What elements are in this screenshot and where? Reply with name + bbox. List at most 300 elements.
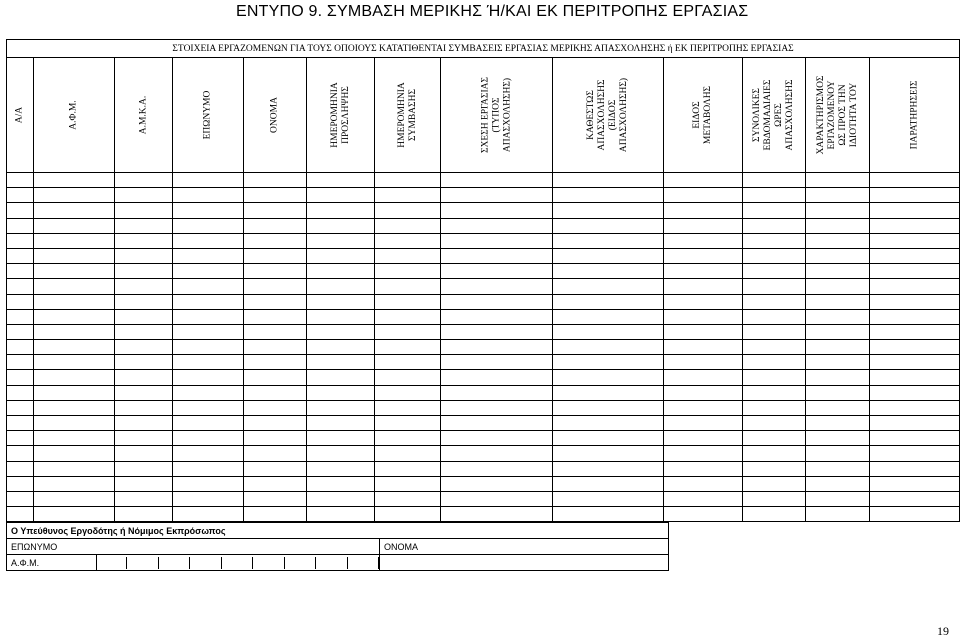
table-cell[interactable] (441, 324, 553, 339)
table-cell[interactable] (806, 248, 870, 263)
table-cell[interactable] (244, 264, 307, 279)
table-cell[interactable] (806, 446, 870, 461)
table-cell[interactable] (7, 400, 34, 415)
table-cell[interactable] (553, 370, 664, 385)
table-cell[interactable] (375, 324, 441, 339)
afm-digit-box[interactable] (190, 557, 221, 569)
table-cell[interactable] (441, 248, 553, 263)
table-cell[interactable] (375, 264, 441, 279)
table-cell[interactable] (441, 264, 553, 279)
table-cell[interactable] (553, 324, 664, 339)
table-cell[interactable] (244, 400, 307, 415)
table-cell[interactable] (307, 476, 375, 491)
table-cell[interactable] (553, 400, 664, 415)
table-cell[interactable] (244, 446, 307, 461)
table-cell[interactable] (173, 279, 244, 294)
table-cell[interactable] (441, 203, 553, 218)
table-cell[interactable] (7, 264, 34, 279)
table-cell[interactable] (664, 294, 743, 309)
table-cell[interactable] (34, 385, 115, 400)
table-cell[interactable] (664, 370, 743, 385)
table-cell[interactable] (34, 324, 115, 339)
table-cell[interactable] (553, 248, 664, 263)
table-cell[interactable] (441, 355, 553, 370)
table-cell[interactable] (553, 340, 664, 355)
table-cell[interactable] (244, 476, 307, 491)
table-cell[interactable] (441, 173, 553, 188)
table-cell[interactable] (870, 340, 960, 355)
table-cell[interactable] (664, 400, 743, 415)
table-cell[interactable] (34, 188, 115, 203)
table-cell[interactable] (115, 385, 173, 400)
table-cell[interactable] (664, 218, 743, 233)
table-cell[interactable] (244, 355, 307, 370)
table-cell[interactable] (743, 370, 806, 385)
table-cell[interactable] (244, 203, 307, 218)
table-cell[interactable] (173, 233, 244, 248)
table-cell[interactable] (806, 355, 870, 370)
table-cell[interactable] (115, 431, 173, 446)
table-cell[interactable] (173, 400, 244, 415)
table-cell[interactable] (7, 340, 34, 355)
table-cell[interactable] (173, 370, 244, 385)
table-cell[interactable] (870, 264, 960, 279)
table-cell[interactable] (375, 294, 441, 309)
table-cell[interactable] (743, 324, 806, 339)
table-cell[interactable] (244, 324, 307, 339)
table-cell[interactable] (115, 324, 173, 339)
table-cell[interactable] (870, 370, 960, 385)
table-cell[interactable] (806, 173, 870, 188)
table-cell[interactable] (244, 385, 307, 400)
table-cell[interactable] (375, 461, 441, 476)
table-cell[interactable] (441, 461, 553, 476)
table-cell[interactable] (244, 370, 307, 385)
table-cell[interactable] (743, 416, 806, 431)
table-cell[interactable] (441, 507, 553, 522)
table-cell[interactable] (870, 188, 960, 203)
table-cell[interactable] (307, 370, 375, 385)
table-cell[interactable] (244, 294, 307, 309)
table-cell[interactable] (743, 294, 806, 309)
table-cell[interactable] (173, 264, 244, 279)
table-cell[interactable] (34, 248, 115, 263)
table-cell[interactable] (7, 309, 34, 324)
table-cell[interactable] (870, 461, 960, 476)
table-cell[interactable] (115, 416, 173, 431)
table-cell[interactable] (870, 294, 960, 309)
table-cell[interactable] (115, 400, 173, 415)
table-cell[interactable] (7, 370, 34, 385)
table-cell[interactable] (244, 173, 307, 188)
table-cell[interactable] (115, 203, 173, 218)
table-cell[interactable] (806, 324, 870, 339)
table-cell[interactable] (244, 233, 307, 248)
table-cell[interactable] (115, 340, 173, 355)
afm-boxes-cell[interactable] (97, 555, 380, 571)
table-cell[interactable] (307, 218, 375, 233)
table-cell[interactable] (743, 446, 806, 461)
table-cell[interactable] (553, 294, 664, 309)
table-cell[interactable] (743, 491, 806, 506)
table-cell[interactable] (664, 233, 743, 248)
table-cell[interactable] (173, 416, 244, 431)
table-cell[interactable] (441, 400, 553, 415)
afm-digit-box[interactable] (316, 557, 347, 569)
table-cell[interactable] (375, 370, 441, 385)
table-cell[interactable] (664, 507, 743, 522)
afm-digit-box[interactable] (159, 557, 190, 569)
table-cell[interactable] (870, 279, 960, 294)
table-cell[interactable] (743, 507, 806, 522)
table-cell[interactable] (34, 491, 115, 506)
table-cell[interactable] (553, 507, 664, 522)
table-cell[interactable] (375, 218, 441, 233)
table-cell[interactable] (664, 279, 743, 294)
table-cell[interactable] (553, 355, 664, 370)
table-cell[interactable] (115, 264, 173, 279)
table-cell[interactable] (307, 491, 375, 506)
table-cell[interactable] (441, 431, 553, 446)
afm-digit-box[interactable] (348, 557, 379, 569)
table-cell[interactable] (115, 173, 173, 188)
table-cell[interactable] (307, 507, 375, 522)
afm-digit-box[interactable] (253, 557, 284, 569)
table-cell[interactable] (553, 233, 664, 248)
table-cell[interactable] (115, 507, 173, 522)
table-cell[interactable] (743, 173, 806, 188)
table-cell[interactable] (806, 340, 870, 355)
table-cell[interactable] (806, 461, 870, 476)
table-cell[interactable] (743, 340, 806, 355)
table-cell[interactable] (115, 446, 173, 461)
table-cell[interactable] (375, 279, 441, 294)
table-cell[interactable] (870, 491, 960, 506)
table-cell[interactable] (664, 491, 743, 506)
table-cell[interactable] (7, 476, 34, 491)
table-cell[interactable] (806, 218, 870, 233)
table-cell[interactable] (441, 385, 553, 400)
table-cell[interactable] (34, 370, 115, 385)
table-cell[interactable] (115, 355, 173, 370)
table-cell[interactable] (307, 188, 375, 203)
table-cell[interactable] (441, 309, 553, 324)
table-cell[interactable] (806, 385, 870, 400)
table-cell[interactable] (173, 173, 244, 188)
table-cell[interactable] (34, 355, 115, 370)
table-cell[interactable] (553, 279, 664, 294)
table-cell[interactable] (441, 294, 553, 309)
table-cell[interactable] (115, 461, 173, 476)
table-cell[interactable] (743, 476, 806, 491)
table-cell[interactable] (244, 416, 307, 431)
table-cell[interactable] (173, 248, 244, 263)
table-cell[interactable] (375, 491, 441, 506)
afm-digit-box[interactable] (285, 557, 316, 569)
table-cell[interactable] (870, 476, 960, 491)
table-cell[interactable] (34, 294, 115, 309)
table-cell[interactable] (375, 309, 441, 324)
table-cell[interactable] (441, 218, 553, 233)
table-cell[interactable] (870, 248, 960, 263)
table-cell[interactable] (375, 340, 441, 355)
table-cell[interactable] (664, 248, 743, 263)
table-cell[interactable] (375, 188, 441, 203)
table-cell[interactable] (244, 279, 307, 294)
table-cell[interactable] (870, 416, 960, 431)
table-cell[interactable] (441, 279, 553, 294)
table-cell[interactable] (34, 203, 115, 218)
table-cell[interactable] (34, 446, 115, 461)
afm-digit-boxes[interactable] (96, 557, 379, 569)
table-cell[interactable] (870, 431, 960, 446)
table-cell[interactable] (307, 233, 375, 248)
table-cell[interactable] (441, 416, 553, 431)
table-cell[interactable] (870, 203, 960, 218)
table-cell[interactable] (553, 431, 664, 446)
table-cell[interactable] (664, 476, 743, 491)
table-cell[interactable] (743, 188, 806, 203)
table-cell[interactable] (307, 385, 375, 400)
table-cell[interactable] (375, 248, 441, 263)
table-cell[interactable] (375, 203, 441, 218)
table-cell[interactable] (870, 218, 960, 233)
table-cell[interactable] (7, 203, 34, 218)
table-cell[interactable] (7, 294, 34, 309)
table-cell[interactable] (34, 264, 115, 279)
surname-field[interactable] (7, 539, 380, 555)
table-cell[interactable] (743, 400, 806, 415)
table-cell[interactable] (7, 173, 34, 188)
table-cell[interactable] (307, 248, 375, 263)
table-cell[interactable] (307, 294, 375, 309)
table-cell[interactable] (115, 294, 173, 309)
table-cell[interactable] (307, 431, 375, 446)
table-cell[interactable] (7, 507, 34, 522)
table-cell[interactable] (173, 431, 244, 446)
table-cell[interactable] (806, 294, 870, 309)
table-cell[interactable] (553, 385, 664, 400)
table-cell[interactable] (870, 385, 960, 400)
table-cell[interactable] (664, 188, 743, 203)
afm-digit-box[interactable] (222, 557, 253, 569)
table-cell[interactable] (244, 491, 307, 506)
table-cell[interactable] (173, 309, 244, 324)
table-cell[interactable] (34, 340, 115, 355)
table-cell[interactable] (115, 279, 173, 294)
table-cell[interactable] (441, 491, 553, 506)
table-cell[interactable] (173, 203, 244, 218)
table-cell[interactable] (7, 233, 34, 248)
table-cell[interactable] (806, 279, 870, 294)
table-cell[interactable] (7, 279, 34, 294)
table-cell[interactable] (115, 188, 173, 203)
table-cell[interactable] (115, 309, 173, 324)
table-cell[interactable] (173, 476, 244, 491)
table-cell[interactable] (34, 279, 115, 294)
table-cell[interactable] (7, 446, 34, 461)
table-cell[interactable] (307, 264, 375, 279)
table-cell[interactable] (743, 309, 806, 324)
table-cell[interactable] (7, 385, 34, 400)
table-cell[interactable] (244, 218, 307, 233)
table-cell[interactable] (307, 355, 375, 370)
table-cell[interactable] (34, 431, 115, 446)
table-cell[interactable] (553, 188, 664, 203)
table-cell[interactable] (553, 476, 664, 491)
table-cell[interactable] (375, 400, 441, 415)
table-cell[interactable] (173, 294, 244, 309)
table-cell[interactable] (806, 400, 870, 415)
table-cell[interactable] (244, 309, 307, 324)
table-cell[interactable] (115, 491, 173, 506)
table-cell[interactable] (870, 324, 960, 339)
table-cell[interactable] (7, 355, 34, 370)
table-cell[interactable] (375, 355, 441, 370)
table-cell[interactable] (806, 507, 870, 522)
table-cell[interactable] (34, 461, 115, 476)
table-cell[interactable] (806, 476, 870, 491)
table-cell[interactable] (664, 355, 743, 370)
table-cell[interactable] (375, 233, 441, 248)
table-cell[interactable] (441, 340, 553, 355)
table-cell[interactable] (173, 340, 244, 355)
table-cell[interactable] (664, 461, 743, 476)
table-cell[interactable] (115, 233, 173, 248)
table-cell[interactable] (375, 446, 441, 461)
table-cell[interactable] (806, 203, 870, 218)
table-cell[interactable] (244, 340, 307, 355)
table-cell[interactable] (7, 218, 34, 233)
table-cell[interactable] (553, 218, 664, 233)
table-cell[interactable] (34, 173, 115, 188)
table-cell[interactable] (375, 507, 441, 522)
table-cell[interactable] (664, 340, 743, 355)
table-cell[interactable] (664, 385, 743, 400)
table-cell[interactable] (553, 203, 664, 218)
table-cell[interactable] (244, 248, 307, 263)
afm-digit-box[interactable] (127, 557, 158, 569)
table-cell[interactable] (244, 461, 307, 476)
table-cell[interactable] (173, 446, 244, 461)
table-cell[interactable] (743, 461, 806, 476)
table-cell[interactable] (806, 416, 870, 431)
table-cell[interactable] (743, 385, 806, 400)
table-cell[interactable] (743, 264, 806, 279)
table-cell[interactable] (664, 264, 743, 279)
table-cell[interactable] (307, 324, 375, 339)
table-cell[interactable] (806, 491, 870, 506)
table-cell[interactable] (244, 188, 307, 203)
table-cell[interactable] (553, 309, 664, 324)
table-cell[interactable] (307, 400, 375, 415)
table-cell[interactable] (307, 461, 375, 476)
table-cell[interactable] (7, 416, 34, 431)
table-cell[interactable] (307, 173, 375, 188)
table-cell[interactable] (244, 431, 307, 446)
table-cell[interactable] (553, 461, 664, 476)
table-cell[interactable] (743, 279, 806, 294)
table-cell[interactable] (7, 324, 34, 339)
table-cell[interactable] (553, 173, 664, 188)
table-cell[interactable] (307, 279, 375, 294)
table-cell[interactable] (553, 416, 664, 431)
table-cell[interactable] (664, 446, 743, 461)
table-cell[interactable] (375, 431, 441, 446)
table-cell[interactable] (375, 173, 441, 188)
table-cell[interactable] (7, 461, 34, 476)
table-cell[interactable] (115, 218, 173, 233)
table-cell[interactable] (870, 355, 960, 370)
table-cell[interactable] (553, 264, 664, 279)
table-cell[interactable] (34, 309, 115, 324)
table-cell[interactable] (870, 309, 960, 324)
table-cell[interactable] (307, 446, 375, 461)
table-cell[interactable] (806, 233, 870, 248)
afm-digit-box[interactable] (96, 557, 127, 569)
table-cell[interactable] (664, 416, 743, 431)
table-cell[interactable] (441, 188, 553, 203)
table-cell[interactable] (441, 446, 553, 461)
table-cell[interactable] (806, 188, 870, 203)
table-cell[interactable] (664, 431, 743, 446)
table-cell[interactable] (806, 264, 870, 279)
table-cell[interactable] (664, 173, 743, 188)
table-cell[interactable] (441, 233, 553, 248)
table-cell[interactable] (7, 248, 34, 263)
table-cell[interactable] (34, 400, 115, 415)
table-cell[interactable] (870, 507, 960, 522)
table-cell[interactable] (870, 446, 960, 461)
name-field[interactable] (380, 539, 669, 555)
table-cell[interactable] (307, 309, 375, 324)
table-cell[interactable] (743, 431, 806, 446)
table-cell[interactable] (664, 309, 743, 324)
table-cell[interactable] (664, 324, 743, 339)
table-cell[interactable] (664, 203, 743, 218)
table-cell[interactable] (173, 188, 244, 203)
table-cell[interactable] (806, 431, 870, 446)
table-cell[interactable] (173, 507, 244, 522)
table-cell[interactable] (870, 173, 960, 188)
table-cell[interactable] (7, 188, 34, 203)
table-cell[interactable] (34, 476, 115, 491)
table-cell[interactable] (441, 370, 553, 385)
table-cell[interactable] (743, 233, 806, 248)
table-cell[interactable] (743, 203, 806, 218)
table-cell[interactable] (173, 385, 244, 400)
table-cell[interactable] (743, 355, 806, 370)
table-cell[interactable] (173, 491, 244, 506)
table-cell[interactable] (115, 248, 173, 263)
table-cell[interactable] (7, 491, 34, 506)
table-cell[interactable] (375, 385, 441, 400)
table-cell[interactable] (870, 400, 960, 415)
table-cell[interactable] (870, 233, 960, 248)
table-cell[interactable] (7, 431, 34, 446)
table-cell[interactable] (375, 416, 441, 431)
table-cell[interactable] (115, 370, 173, 385)
table-cell[interactable] (34, 416, 115, 431)
table-cell[interactable] (173, 324, 244, 339)
table-cell[interactable] (307, 340, 375, 355)
table-cell[interactable] (34, 233, 115, 248)
table-cell[interactable] (441, 476, 553, 491)
table-cell[interactable] (743, 248, 806, 263)
table-cell[interactable] (553, 446, 664, 461)
table-cell[interactable] (806, 309, 870, 324)
table-cell[interactable] (173, 461, 244, 476)
